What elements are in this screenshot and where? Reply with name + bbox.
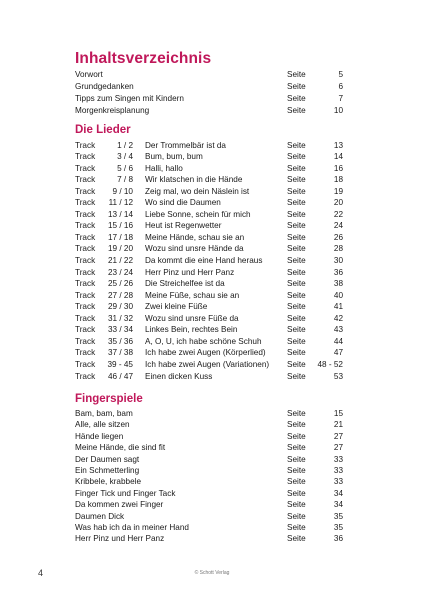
track-label: Track: [75, 209, 96, 219]
track-number: 21 / 22: [107, 256, 133, 265]
seite-label: Seite: [287, 431, 306, 441]
entry-title: Finger Tick und Finger Tack: [75, 488, 176, 498]
track-label: Track: [75, 371, 96, 381]
page-ref: 18: [333, 175, 343, 185]
track-number: 3 / 4: [117, 152, 133, 162]
track-number: 33 / 34: [107, 325, 133, 335]
seite-label: Seite: [287, 175, 306, 185]
song-title: Halli, hallo: [145, 163, 183, 173]
track-number: 46 / 47: [107, 371, 133, 381]
toc-song-entry[interactable]: [75, 290, 343, 301]
seite-label: Seite: [287, 534, 306, 544]
track-label: Track: [75, 221, 96, 231]
track-label: Track: [75, 244, 96, 254]
page-ref: 28: [333, 244, 343, 254]
track-label: Track: [75, 313, 96, 323]
page-ref: 14: [333, 152, 343, 162]
entry-title: Da kommen zwei Finger: [75, 500, 164, 510]
section-heading-fingerspiele: Fingerspiele: [75, 393, 143, 405]
toc-entry[interactable]: [75, 93, 343, 104]
page-ref: 35: [333, 523, 343, 532]
seite-label: Seite: [287, 140, 306, 150]
seite-label: Seite: [287, 511, 306, 521]
track-label: Track: [75, 232, 96, 242]
toc-song-entry[interactable]: [75, 255, 343, 266]
track-label: Track: [75, 198, 96, 208]
seite-label: Seite: [287, 523, 306, 532]
entry-title: Ein Schmetterling: [75, 466, 140, 475]
toc-song-entry[interactable]: [75, 197, 343, 208]
track-label: Track: [75, 152, 96, 162]
toc-song-entry[interactable]: [75, 347, 343, 358]
toc-entry[interactable]: [75, 105, 343, 116]
page-ref: 33: [333, 477, 343, 487]
seite-label: Seite: [287, 302, 306, 312]
seite-label: Seite: [287, 221, 306, 231]
song-title: Meine Hände, schau sie an: [145, 232, 245, 242]
seite-label: Seite: [287, 152, 306, 162]
seite-label: Seite: [287, 477, 306, 487]
track-label: Track: [75, 267, 96, 277]
page-number: 4: [38, 568, 44, 578]
page-ref: 27: [333, 431, 343, 441]
toc-song-entry[interactable]: [75, 267, 343, 278]
page-ref: 19: [333, 186, 343, 196]
toc-song-entry[interactable]: [75, 359, 343, 370]
track-number: 5 / 6: [117, 163, 133, 173]
seite-label: Seite: [287, 256, 306, 265]
toc-fingerspiel-entry[interactable]: [75, 533, 343, 544]
track-number: 39 - 45: [107, 359, 133, 369]
song-title: A, O, U, ich habe schöne Schuh: [145, 336, 262, 346]
song-title: Heut ist Regenwetter: [145, 221, 222, 231]
page-ref: 13: [333, 140, 343, 150]
toc-fingerspiel-entry[interactable]: [75, 442, 343, 453]
seite-label: Seite: [287, 82, 306, 92]
track-number: 27 / 28: [107, 290, 133, 300]
page-ref: 43: [333, 325, 343, 335]
page-ref: 15: [333, 409, 343, 418]
track-label: Track: [75, 302, 96, 312]
seite-label: Seite: [287, 186, 306, 196]
seite-label: Seite: [287, 371, 306, 381]
entry-title: Grundgedanken: [75, 82, 134, 92]
entry-title: Was hab ich da in meiner Hand: [75, 523, 189, 532]
track-number: 11 / 12: [108, 198, 133, 208]
track-number: 37 / 38: [107, 348, 133, 358]
copyright-note: © Schott Verlag: [194, 570, 230, 576]
page-ref: 48 - 52: [317, 359, 343, 369]
seite-label: Seite: [287, 94, 306, 104]
entry-title: Hände liegen: [75, 431, 124, 441]
page-ref: 40: [333, 290, 343, 300]
track-label: Track: [75, 290, 96, 300]
song-title: Einen dicken Kuss: [145, 371, 213, 381]
toc-song-entry[interactable]: [75, 151, 343, 162]
page-ref: 10: [333, 106, 343, 116]
page-ref: 5: [338, 70, 343, 79]
song-title: Die Streichelfee ist da: [145, 279, 225, 289]
page-ref: 38: [333, 279, 343, 289]
song-title: Wozu sind unsre Füße da: [145, 313, 239, 323]
toc-song-entry[interactable]: [75, 174, 343, 185]
song-title: Herr Pinz und Herr Panz: [145, 267, 235, 277]
seite-label: Seite: [287, 348, 306, 358]
page-ref: 36: [333, 267, 343, 277]
seite-label: Seite: [287, 466, 306, 475]
track-number: 25 / 26: [107, 279, 133, 289]
seite-label: Seite: [287, 244, 306, 254]
song-title: Der Trommelbär ist da: [145, 140, 226, 150]
section-heading-lieder: Die Lieder: [75, 124, 131, 136]
seite-label: Seite: [287, 267, 306, 277]
toc-song-entry[interactable]: [75, 301, 343, 312]
seite-label: Seite: [287, 420, 306, 430]
toc-fingerspiel-entry[interactable]: [75, 419, 343, 430]
toc-fingerspiel-entry[interactable]: [75, 465, 343, 476]
track-number: 17 / 18: [107, 232, 133, 242]
song-title: Liebe Sonne, schein für mich: [145, 209, 251, 219]
page-ref: 22: [333, 209, 343, 219]
track-label: Track: [75, 175, 96, 185]
toc-song-entry[interactable]: [75, 336, 343, 347]
track-number: 29 / 30: [107, 302, 133, 312]
page-ref: 33: [333, 466, 343, 475]
song-title: Linkes Bein, rechtes Bein: [145, 325, 238, 335]
track-label: Track: [75, 348, 96, 358]
toc-fingerspiel-entry[interactable]: [75, 522, 343, 533]
toc-fingerspiel-entry[interactable]: [75, 408, 343, 419]
entry-title: Daumen Dick: [75, 511, 125, 521]
page-ref: 27: [333, 443, 343, 453]
entry-title: Kribbele, krabbele: [75, 477, 141, 487]
entry-title: Morgenkreisplanung: [75, 106, 150, 116]
page-title: Inhaltsverzeichnis: [75, 50, 212, 67]
toc-song-entry[interactable]: [75, 163, 343, 174]
toc-fingerspiel-entry[interactable]: [75, 454, 343, 465]
page-ref: 6: [338, 82, 343, 92]
track-number: 35 / 36: [107, 336, 133, 346]
song-title: Zwei kleine Füße: [145, 302, 208, 312]
seite-label: Seite: [287, 290, 306, 300]
seite-label: Seite: [287, 488, 306, 498]
seite-label: Seite: [287, 279, 306, 289]
seite-label: Seite: [287, 454, 306, 464]
page-ref: 41: [333, 302, 343, 312]
seite-label: Seite: [287, 313, 306, 323]
page-ref: 7: [338, 94, 343, 104]
page-ref: 21: [333, 420, 343, 430]
toc-song-entry[interactable]: [75, 209, 343, 220]
track-number: 7 / 8: [117, 175, 133, 185]
toc-fingerspiel-entry[interactable]: [75, 511, 343, 522]
toc-song-entry[interactable]: [75, 243, 343, 254]
track-label: Track: [75, 256, 96, 265]
track-label: Track: [75, 336, 96, 346]
page-ref: 42: [333, 313, 343, 323]
seite-label: Seite: [287, 232, 306, 242]
page-ref: 24: [333, 221, 343, 231]
page-ref: 44: [333, 336, 343, 346]
entry-title: Bam, bam, bam: [75, 409, 133, 418]
page-ref: 35: [333, 511, 343, 521]
entry-title: Meine Hände, die sind fit: [75, 443, 166, 453]
entry-title: Alle, alle sitzen: [75, 420, 130, 430]
page-ref: 34: [333, 500, 343, 510]
seite-label: Seite: [287, 500, 306, 510]
seite-label: Seite: [287, 163, 306, 173]
track-label: Track: [75, 325, 96, 335]
track-number: 13 / 14: [107, 209, 133, 219]
toc-song-entry[interactable]: [75, 140, 343, 151]
track-number: 23 / 24: [107, 267, 133, 277]
toc-song-entry[interactable]: [75, 186, 343, 197]
track-label: Track: [75, 279, 96, 289]
page-ref: 30: [333, 256, 343, 265]
seite-label: Seite: [287, 359, 306, 369]
toc-entry[interactable]: [75, 69, 343, 80]
toc-song-entry[interactable]: [75, 278, 343, 289]
track-number: 9 / 10: [112, 186, 133, 196]
toc-fingerspiel-entry[interactable]: [75, 488, 343, 499]
seite-label: Seite: [287, 198, 306, 208]
seite-label: Seite: [287, 106, 306, 116]
song-title: Zeig mal, wo dein Näslein ist: [145, 186, 250, 196]
page-ref: 16: [333, 163, 343, 173]
track-number: 15 / 16: [107, 221, 133, 231]
toc-entry[interactable]: [75, 81, 343, 92]
toc-song-entry[interactable]: [75, 371, 343, 382]
song-title: Da kommt die eine Hand heraus: [145, 256, 263, 265]
song-title: Wir klatschen in die Hände: [145, 175, 243, 185]
song-title: Wozu sind unsre Hände da: [145, 244, 244, 254]
page-ref: 36: [333, 534, 343, 544]
toc-song-entry[interactable]: [75, 324, 343, 335]
song-title: Bum, bum, bum: [145, 152, 203, 162]
toc-song-entry[interactable]: [75, 313, 343, 324]
track-label: Track: [75, 163, 96, 173]
song-title: Ich habe zwei Augen (Variationen): [145, 359, 270, 369]
seite-label: Seite: [287, 336, 306, 346]
seite-label: Seite: [287, 443, 306, 453]
toc-song-entry[interactable]: [75, 220, 343, 231]
page-ref: 47: [333, 348, 343, 358]
track-number: 31 / 32: [107, 313, 133, 323]
seite-label: Seite: [287, 209, 306, 219]
toc-fingerspiel-entry[interactable]: [75, 499, 343, 510]
page-ref: 33: [333, 454, 343, 464]
track-label: Track: [75, 140, 96, 150]
song-title: Meine Füße, schau sie an: [145, 290, 240, 300]
song-title: Wo sind die Daumen: [145, 198, 221, 208]
track-number: 1 / 2: [117, 140, 133, 150]
toc-fingerspiel-entry[interactable]: [75, 476, 343, 487]
seite-label: Seite: [287, 70, 306, 79]
seite-label: Seite: [287, 325, 306, 335]
entry-title: Vorwort: [75, 70, 103, 79]
toc-fingerspiel-entry[interactable]: [75, 431, 343, 442]
toc-song-entry[interactable]: [75, 232, 343, 243]
page-ref: 34: [333, 488, 343, 498]
entry-title: Der Daumen sagt: [75, 454, 140, 464]
page-ref: 53: [333, 371, 343, 381]
page-ref: 20: [333, 198, 343, 208]
song-title: Ich habe zwei Augen (Körperlied): [145, 348, 266, 358]
track-label: Track: [75, 186, 96, 196]
track-label: Track: [75, 359, 96, 369]
entry-title: Herr Pinz und Herr Panz: [75, 534, 165, 544]
page-ref: 26: [333, 232, 343, 242]
track-number: 19 / 20: [107, 244, 133, 254]
seite-label: Seite: [287, 409, 306, 418]
entry-title: Tipps zum Singen mit Kindern: [75, 94, 184, 104]
